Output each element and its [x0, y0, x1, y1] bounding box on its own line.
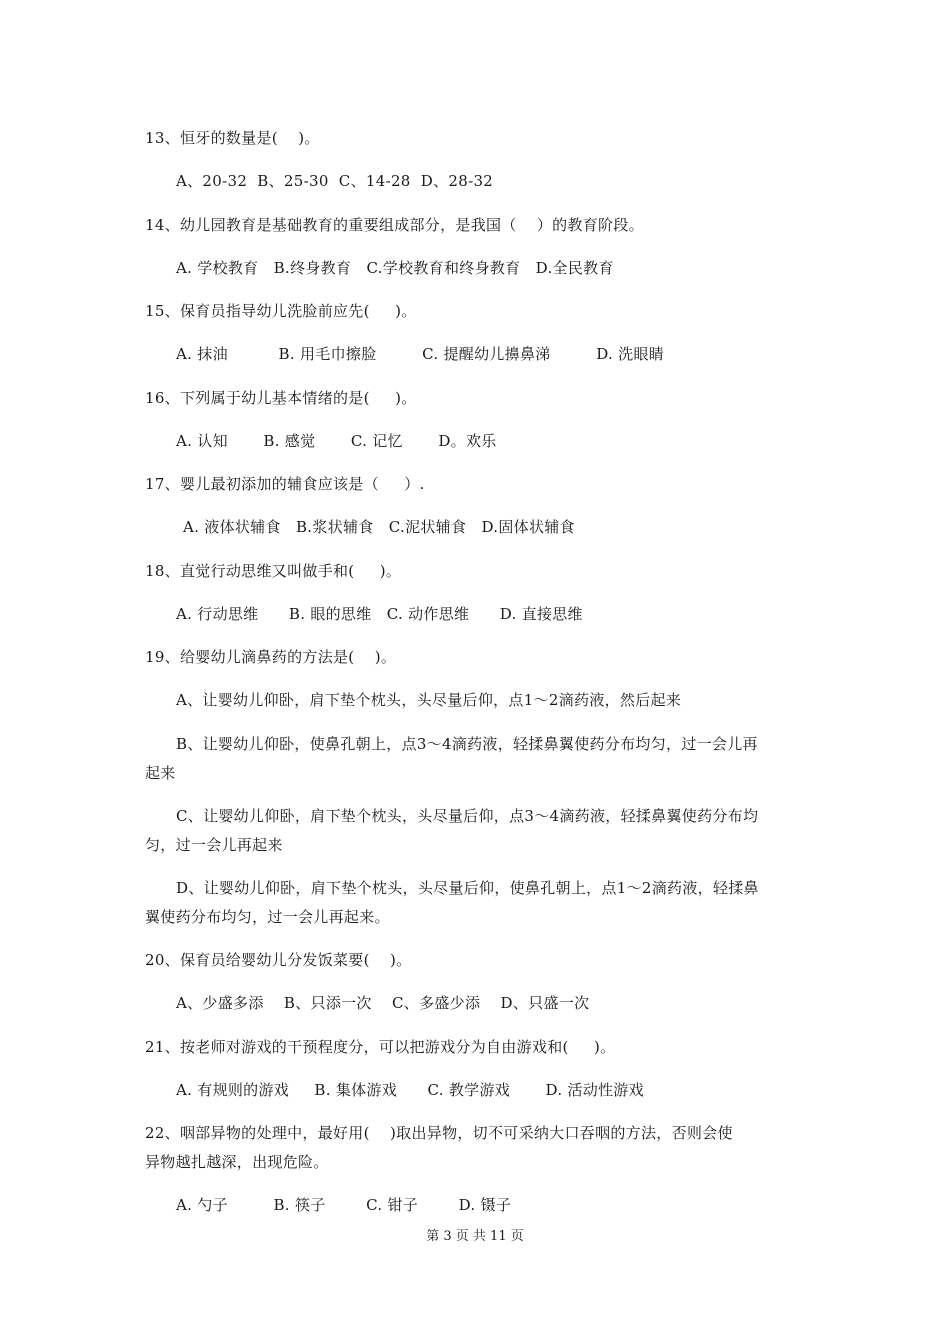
question-19-option-d-cont: 翼使药分布均匀，过一会儿再起来。 — [145, 908, 390, 926]
question-21-options: A. 有规则的游戏 B. 集体游戏 C. 教学游戏 D. 活动性游戏 — [176, 1081, 644, 1099]
question-15-options: A. 抹油 B. 用毛巾擦脸 C. 提醒幼儿擤鼻涕 D. 洗眼睛 — [176, 345, 665, 363]
question-16: 16、下列属于幼儿基本情绪的是( )。 — [145, 389, 417, 407]
question-15: 15、保育员指导幼儿洗脸前应先( )。 — [145, 302, 417, 320]
question-18-options: A. 行动思维 B. 眼的思维 C. 动作思维 D. 直接思维 — [176, 605, 583, 623]
page-number-footer: 第 3 页 共 11 页 — [426, 1229, 524, 1244]
question-19-option-c-cont: 匀，过一会儿再起来 — [145, 836, 283, 854]
question-21: 21、按老师对游戏的干预程度分，可以把游戏分为自由游戏和( )。 — [145, 1038, 616, 1056]
question-17: 17、婴儿最初添加的辅食应该是（ ）. — [145, 475, 425, 493]
question-18: 18、直觉行动思维又叫做手和( )。 — [145, 562, 402, 580]
question-19-option-d: D、让婴幼儿仰卧，肩下垫个枕头，头尽量后仰，使鼻孔朝上，点1～2滴药液，轻揉鼻 — [176, 879, 759, 897]
question-20: 20、保育员给婴幼儿分发饭菜要( )。 — [145, 951, 412, 969]
question-19: 19、给婴幼儿滴鼻药的方法是( )。 — [145, 648, 397, 666]
question-22-options: A. 勺子 B. 筷子 C. 钳子 D. 镊子 — [176, 1196, 512, 1214]
question-19-option-b: B、让婴幼儿仰卧，使鼻孔朝上，点3～4滴药液，轻揉鼻翼使药分布均匀，过一会儿再 — [176, 735, 758, 753]
question-20-options: A、少盛多添 B、只添一次 C、多盛少添 D、只盛一次 — [176, 994, 590, 1012]
question-16-options: A. 认知 B. 感觉 C. 记忆 D。欢乐 — [176, 432, 497, 450]
question-19-option-a: A、让婴幼儿仰卧，肩下垫个枕头，头尽量后仰，点1～2滴药液，然后起来 — [176, 691, 682, 709]
question-14: 14、幼儿园教育是基础教育的重要组成部分，是我国（ ）的教育阶段。 — [145, 216, 644, 234]
question-13: 13、恒牙的数量是( )。 — [145, 129, 320, 147]
question-19-option-b-cont: 起来 — [145, 764, 176, 782]
question-13-options: A、20-32 B、25-30 C、14-28 D、28-32 — [176, 172, 494, 190]
question-19-option-c: C、让婴幼儿仰卧，肩下垫个枕头，头尽量后仰，点3～4滴药液，轻揉鼻翼使药分布均 — [176, 807, 759, 825]
question-22: 22、咽部异物的处理中，最好用( )取出异物，切不可采纳大口吞咽的方法，否则会使 — [145, 1124, 733, 1142]
question-17-options: A. 液体状辅食 B.浆状辅食 C.泥状辅食 D.固体状辅食 — [183, 518, 575, 536]
question-22-cont: 异物越扎越深，出现危险。 — [145, 1153, 329, 1171]
question-14-options: A. 学校教育 B.终身教育 C.学校教育和终身教育 D.全民教育 — [176, 259, 614, 277]
